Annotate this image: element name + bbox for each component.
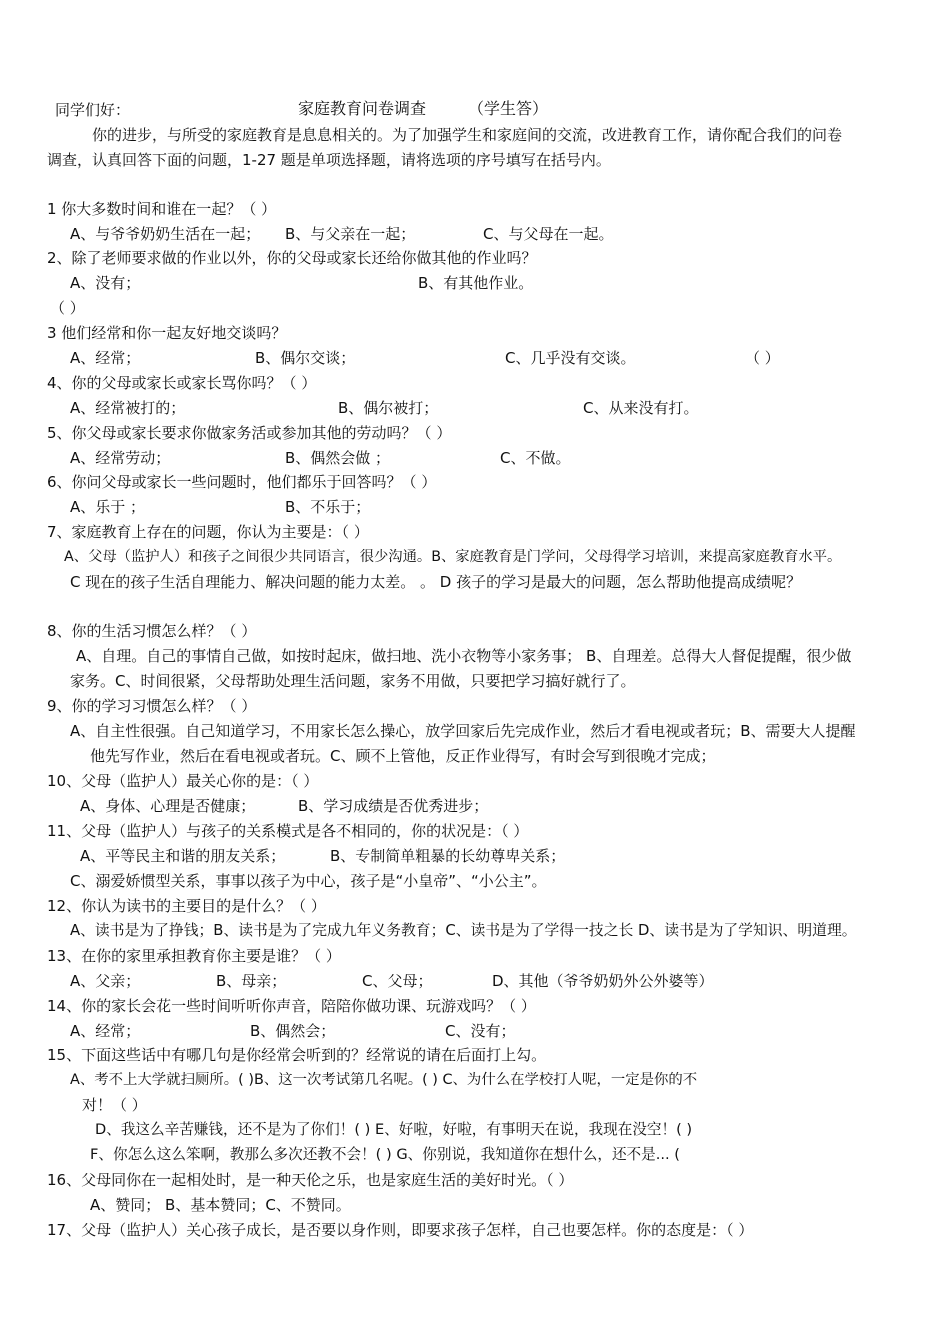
- option-b: B、偶然会；: [250, 1022, 336, 1040]
- option-a: A、经常；: [70, 1022, 141, 1040]
- options-line: D、我这么辛苦赚钱，还不是为了你们！( ) E、好啦，好啦，有事明天在说，我现在没空！( ): [95, 1121, 693, 1138]
- options-line: 对！（ ）: [82, 1096, 147, 1114]
- question-5: 5、你父母或家长要求你做家务活或参加其他的劳动吗？（ ）: [47, 424, 452, 442]
- greeting: 同学们好：: [55, 101, 131, 119]
- option-a: A、经常被打的；: [70, 399, 186, 417]
- question-6: 6、你问父母或家长一些问题时，他们都乐于回答吗？（ ）: [47, 473, 437, 491]
- option-c: C、父母；: [362, 972, 433, 990]
- question-15: 15、下面这些话中有哪几句是你经常会听到的？经常说的请在后面打上勾。: [47, 1046, 547, 1064]
- question-14: 14、你的家长会花一些时间听听你声音，陪陪你做功课、玩游戏吗？（ ）: [47, 997, 536, 1015]
- option-b: B、偶然会做 ；: [285, 449, 391, 467]
- question-12: 12、你认为读书的主要目的是什么？（ ）: [47, 897, 326, 915]
- question-7: 7、家庭教育上存在的问题，你认为主要是：（ ）: [47, 523, 369, 541]
- option-c: C、从来没有打。: [583, 399, 699, 417]
- options-line: 他先写作业，然后在看电视或者玩。C、顾不上管他，反正作业得写，有时会写到很晚才完成；: [90, 747, 716, 765]
- intro-line: 你的进步，与所受的家庭教育是息息相关的。为了加强学生和家庭间的交流，改进教育工作，请你配合我们的问卷: [92, 126, 843, 144]
- option-a: A、没有；: [70, 274, 141, 292]
- question-2: 2、除了老师要求做的作业以外，你的父母或家长还给你做其他的作业吗？: [47, 249, 537, 267]
- answer-blank: （ ）: [745, 349, 780, 367]
- option-a: A、与爷爷奶奶生活在一起；: [70, 225, 261, 243]
- options-line: A、考不上大学就扫厕所。( )B、这一次考试第几名呢。( ) C、为什么在学校打人呢，一定是你的不: [70, 1072, 698, 1088]
- answer-blank: （ ）: [50, 299, 85, 317]
- option-b: B、母亲；: [216, 972, 287, 990]
- question-1: 1 你大多数时间和谁在一起？（ ）: [47, 200, 277, 218]
- option-c: C、与父母在一起。: [483, 225, 614, 243]
- intro-line: 调查，认真回答下面的问题，1-27 题是单项选择题，请将选项的序号填写在括号内。: [47, 151, 611, 169]
- question-13: 13、在你的家里承担教育你主要是谁？（ ）: [47, 947, 341, 965]
- question-10: 10、父母（监护人）最关心你的是：（ ）: [47, 772, 319, 790]
- question-17: 17、父母（监护人）关心孩子成长，是否要以身作则，即要求孩子怎样，自己也要怎样。你的态度是：（ ）: [47, 1221, 754, 1239]
- option-a: A、经常；: [70, 349, 141, 367]
- option-b: B、偶尔交谈；: [255, 349, 356, 367]
- option-d: D、其他（爷爷奶奶外公外婆等）: [492, 972, 714, 990]
- option-b: B、与父亲在一起；: [285, 225, 416, 243]
- question-4: 4、你的父母或家长或家长骂你吗？（ ）: [47, 374, 317, 392]
- option-a: A、身体、心理是否健康；: [80, 797, 256, 815]
- option-c: C、溺爱娇惯型关系，事事以孩子为中心，孩子是“小皇帝”、“小公主”。: [70, 872, 547, 890]
- option-a: A、乐于 ；: [70, 498, 146, 516]
- option-b: B、有其他作业。: [418, 274, 534, 292]
- question-11: 11、父母（监护人）与孩子的关系模式是各不相同的，你的状况是：（ ）: [47, 822, 529, 840]
- question-16: 16、父母同你在一起相处时，是一种天伦之乐，也是家庭生活的美好时光。（ ）: [47, 1171, 574, 1189]
- option-a: A、经常劳动；: [70, 449, 171, 467]
- option-b: B、不乐于；: [285, 498, 371, 516]
- question-3: 3 他们经常和你一起友好地交谈吗？: [47, 324, 287, 342]
- options-line: F、你怎么这么笨啊，教那么多次还教不会！( ) G、你别说，我知道你在想什么，还不是... (: [90, 1146, 680, 1163]
- page-title: 家庭教育问卷调查: [298, 99, 427, 118]
- option-a: A、平等民主和谐的朋友关系；: [80, 847, 286, 865]
- option-c: C、没有；: [445, 1022, 516, 1040]
- options-line: C 现在的孩子生活自理能力、解决问题的能力太差。 。 D 孩子的学习是最大的问题，怎么帮助他提高成绩呢？: [70, 573, 802, 591]
- question-9: 9、你的学习习惯怎么样？（ ）: [47, 697, 257, 715]
- option-b: B、专制简单粗暴的长幼尊卑关系；: [330, 847, 566, 865]
- options-line: A、自理。自己的事情自己做，如按时起床，做扫地、洗小衣物等小家务事； B、自理差。总得大人督促提醒，很少做: [76, 647, 852, 665]
- option-c: C、不做。: [500, 449, 571, 467]
- options-line: A、赞同； B、基本赞同；C、不赞同。: [90, 1196, 351, 1214]
- option-c: C、几乎没有交谈。: [505, 349, 636, 367]
- options-line: A、父母（监护人）和孩子之间很少共同语言，很少沟通。B、家庭教育是门学问，父母得学习培训，来提高家庭教育水平。: [64, 549, 842, 565]
- options-line: A、读书是为了挣钱；B、读书是为了完成九年义务教育；C、读书是为了学得一技之长 D、读书是为了学知识、明道理。: [70, 922, 857, 939]
- option-b: B、学习成绩是否优秀进步；: [298, 797, 489, 815]
- options-line: 家务。C、时间很紧，父母帮助处理生活问题，家务不用做，只要把学习搞好就行了。: [70, 672, 636, 690]
- page-subtitle: （学生答）: [468, 99, 549, 118]
- options-line: A、自主性很强。自己知道学习，不用家长怎么操心，放学回家后先完成作业，然后才看电视或者玩；B、需要大人提醒: [70, 722, 856, 740]
- question-8: 8、你的生活习惯怎么样？（ ）: [47, 622, 257, 640]
- option-b: B、偶尔被打；: [338, 399, 439, 417]
- option-a: A、父亲；: [70, 972, 141, 990]
